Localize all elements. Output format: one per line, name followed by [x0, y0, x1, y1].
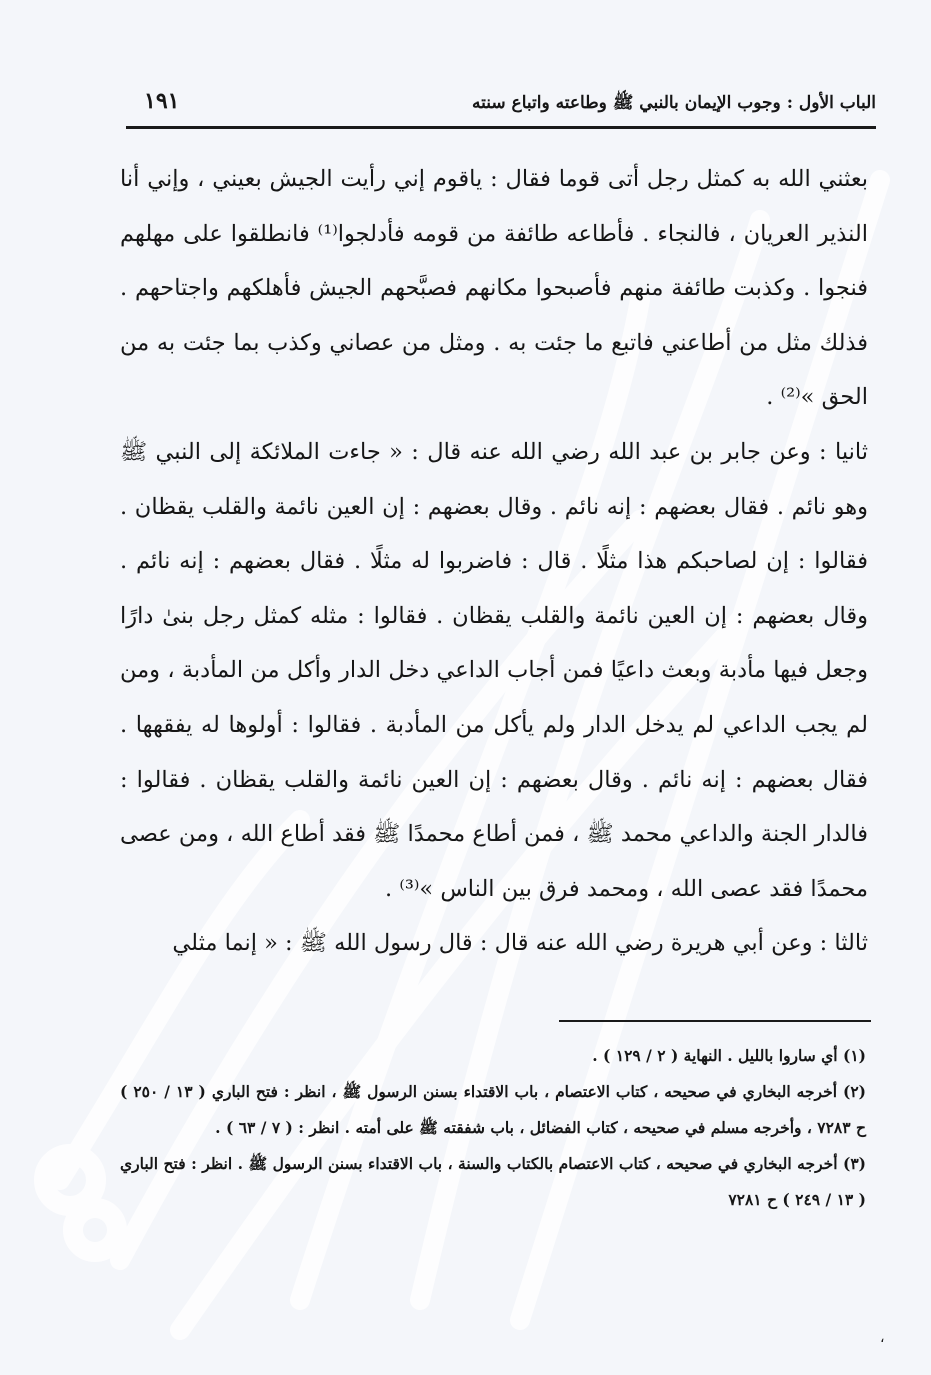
paragraph: ثانيا : وعن جابر بن عبد الله رضي الله عنه قال : « جاءت الملائكة إلى النبي ﷺ وهو نائم . فقال بعضهم : إنه نائم . وقال بعضهم : إن العين نائمة والقلب يقظان . فقالوا : إن لصاحبكم هذا مثلًا . قال : فاضربوا له مثلًا . فقال بعضهم : إنه نائم . وقال بعضهم : إن العين نائمة والقلب يقظان . فقالوا : مثله كمثل رجل بنىٰ دارًا وجعل فيها مأدبة وبعث داعيًا فمن أجاب الداعي دخل الدار وأكل من المأدبة ، ومن لم يجب الداعي لم يدخل الدار ولم يأكل من المأدبة . فقالوا : أولوها له يفقهها . فقال بعضهم : إنه نائم . وقال بعضهم : إن العين نائمة والقلب يقظان . فقالوا : فالدار الجنة والداعي محمد ﷺ ، فمن أطاع محمدًا ﷺ فقد أطاع الله ، ومن عصى محمدًا فقد عصى الله ، ومحمد فرق بين الناس »⁽³⁾ . — [120, 438, 868, 902]
running-header — [126, 86, 876, 129]
corner-mark: ، — [880, 1330, 885, 1346]
main-text — [120, 152, 868, 971]
page-number: ١٩١ — [144, 88, 180, 114]
footnote-separator — [559, 1020, 871, 1022]
footnote: (١) أي ساروا بالليل . النهاية ( ٢ / ١٢٩ ) . — [592, 1046, 866, 1065]
paragraph: ثالثا : وعن أبي هريرة رضي الله عنه قال : قال رسول الله ﷺ : « إنما مثلي — [172, 930, 868, 957]
footnotes — [120, 1038, 866, 1218]
footnote: (٢) أخرجه البخاري في صحيحه ، كتاب الاعتصام ، باب الاقتداء بسنن الرسول ﷺ ، انظر : فتح الباري ( ١٣ / ٢٥٠ ) ح ٧٢٨٣ ، وأخرجه مسلم في صحيحه ، كتاب الفضائل ، باب شفقته ﷺ على أمته . انظر : ( ٧ / ٦٣ ) . — [120, 1082, 866, 1137]
footnote: (٣) أخرجه البخاري في صحيحه ، كتاب الاعتصام بالكتاب والسنة ، باب الاقتداء بسنن الرسول ﷺ . انظر : فتح الباري ( ١٣ / ٢٤٩ ) ح ٧٢٨١ — [120, 1154, 866, 1209]
paragraph: بعثني الله به كمثل رجل أتى قوما فقال : ياقوم إني رأيت الجيش بعيني ، وإني أنا النذير العريان ، فالنجاء . فأطاعه طائفة من قومه فأدلجوا⁽¹⁾ فانطلقوا على مهلهم فنجوا . وكذبت طائفة منهم فأصبحوا مكانهم فصبَّحهم الجيش فأهلكهم واجتاحهم . فذلك مثل من أطاعني فاتبع ما جئت به . ومثل من عصاني وكذب بما جئت به من الحق »⁽²⁾ . — [120, 166, 868, 411]
header-title: الباب الأول : وجوب الإيمان بالنبي ﷺ وطاعته واتباع سنته — [472, 93, 876, 113]
